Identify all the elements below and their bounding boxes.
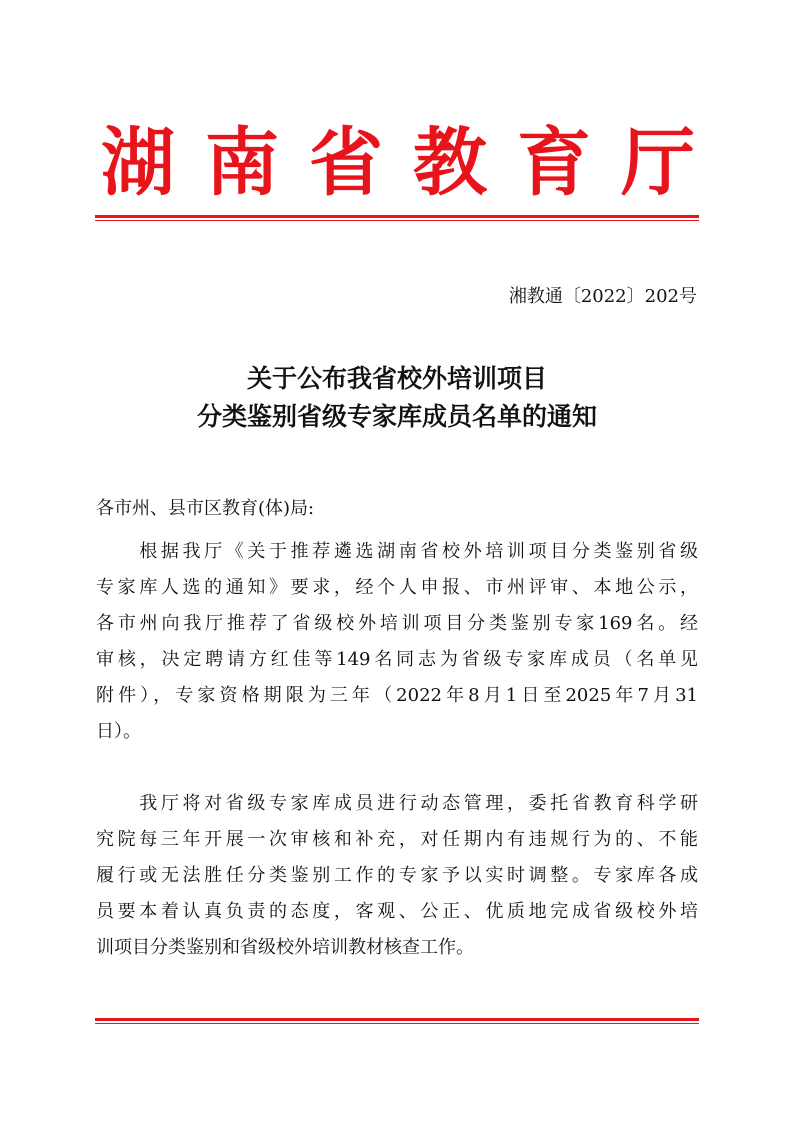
text-line: 究院每三年开展一次审核和补充，对任期内有违规行为的、不能 [96,829,698,850]
red-divider-top [95,215,699,222]
document-number: 湘教通〔2022〕202号 [508,286,697,307]
divider-thin-line [95,1023,699,1024]
masthead-char: 省 [309,120,383,206]
divider-thin-line [95,220,699,221]
text-line: 训项目分类鉴别和省级校外培训教材核查工作。 [96,937,474,958]
salutation: 各市州、县市区教育(体)局: [96,498,315,519]
red-divider-bottom [95,1018,699,1025]
text-line: 根据我厅《关于推荐遴选湖南省校外培训项目分类鉴别省级 [96,541,698,562]
text-line: 审核，决定聘请方红佳等149名同志为省级专家库成员（名单见 [96,649,698,670]
text-line: 履行或无法胜任分类鉴别工作的专家予以实时调整。专家库各成 [96,865,698,886]
paragraph-2 [96,786,698,966]
text-line: 附件），专家资格期限为三年（2022年8月1日至2025年7月31 [96,685,698,706]
text-line: 专家库人选的通知》要求，经个人申报、市州评审、本地公示， [96,577,698,598]
masthead-char: 湖 [101,120,175,206]
text-line: 日）。 [96,721,141,742]
divider-thick-line [95,1018,699,1021]
masthead-char: 厅 [621,120,695,206]
divider-thick-line [95,215,699,218]
title-line-2: 分类鉴别省级专家库成员名单的通知 [196,402,597,431]
text-line: 各市州向我厅推荐了省级校外培训项目分类鉴别专家169名。经 [96,613,698,634]
paragraph-1 [96,534,698,750]
agency-masthead [98,118,698,208]
masthead-char: 南 [205,120,279,206]
text-line: 员要本着认真负责的态度，客观、公正、优质地完成省级校外培 [96,901,698,922]
notice-title [96,360,698,436]
text-line: 我厅将对省级专家库成员进行动态管理，委托省教育科学研 [96,793,698,814]
masthead-char: 教 [413,120,487,206]
title-line-1: 关于公布我省校外培训项目 [246,364,547,393]
masthead-char: 育 [517,120,591,206]
